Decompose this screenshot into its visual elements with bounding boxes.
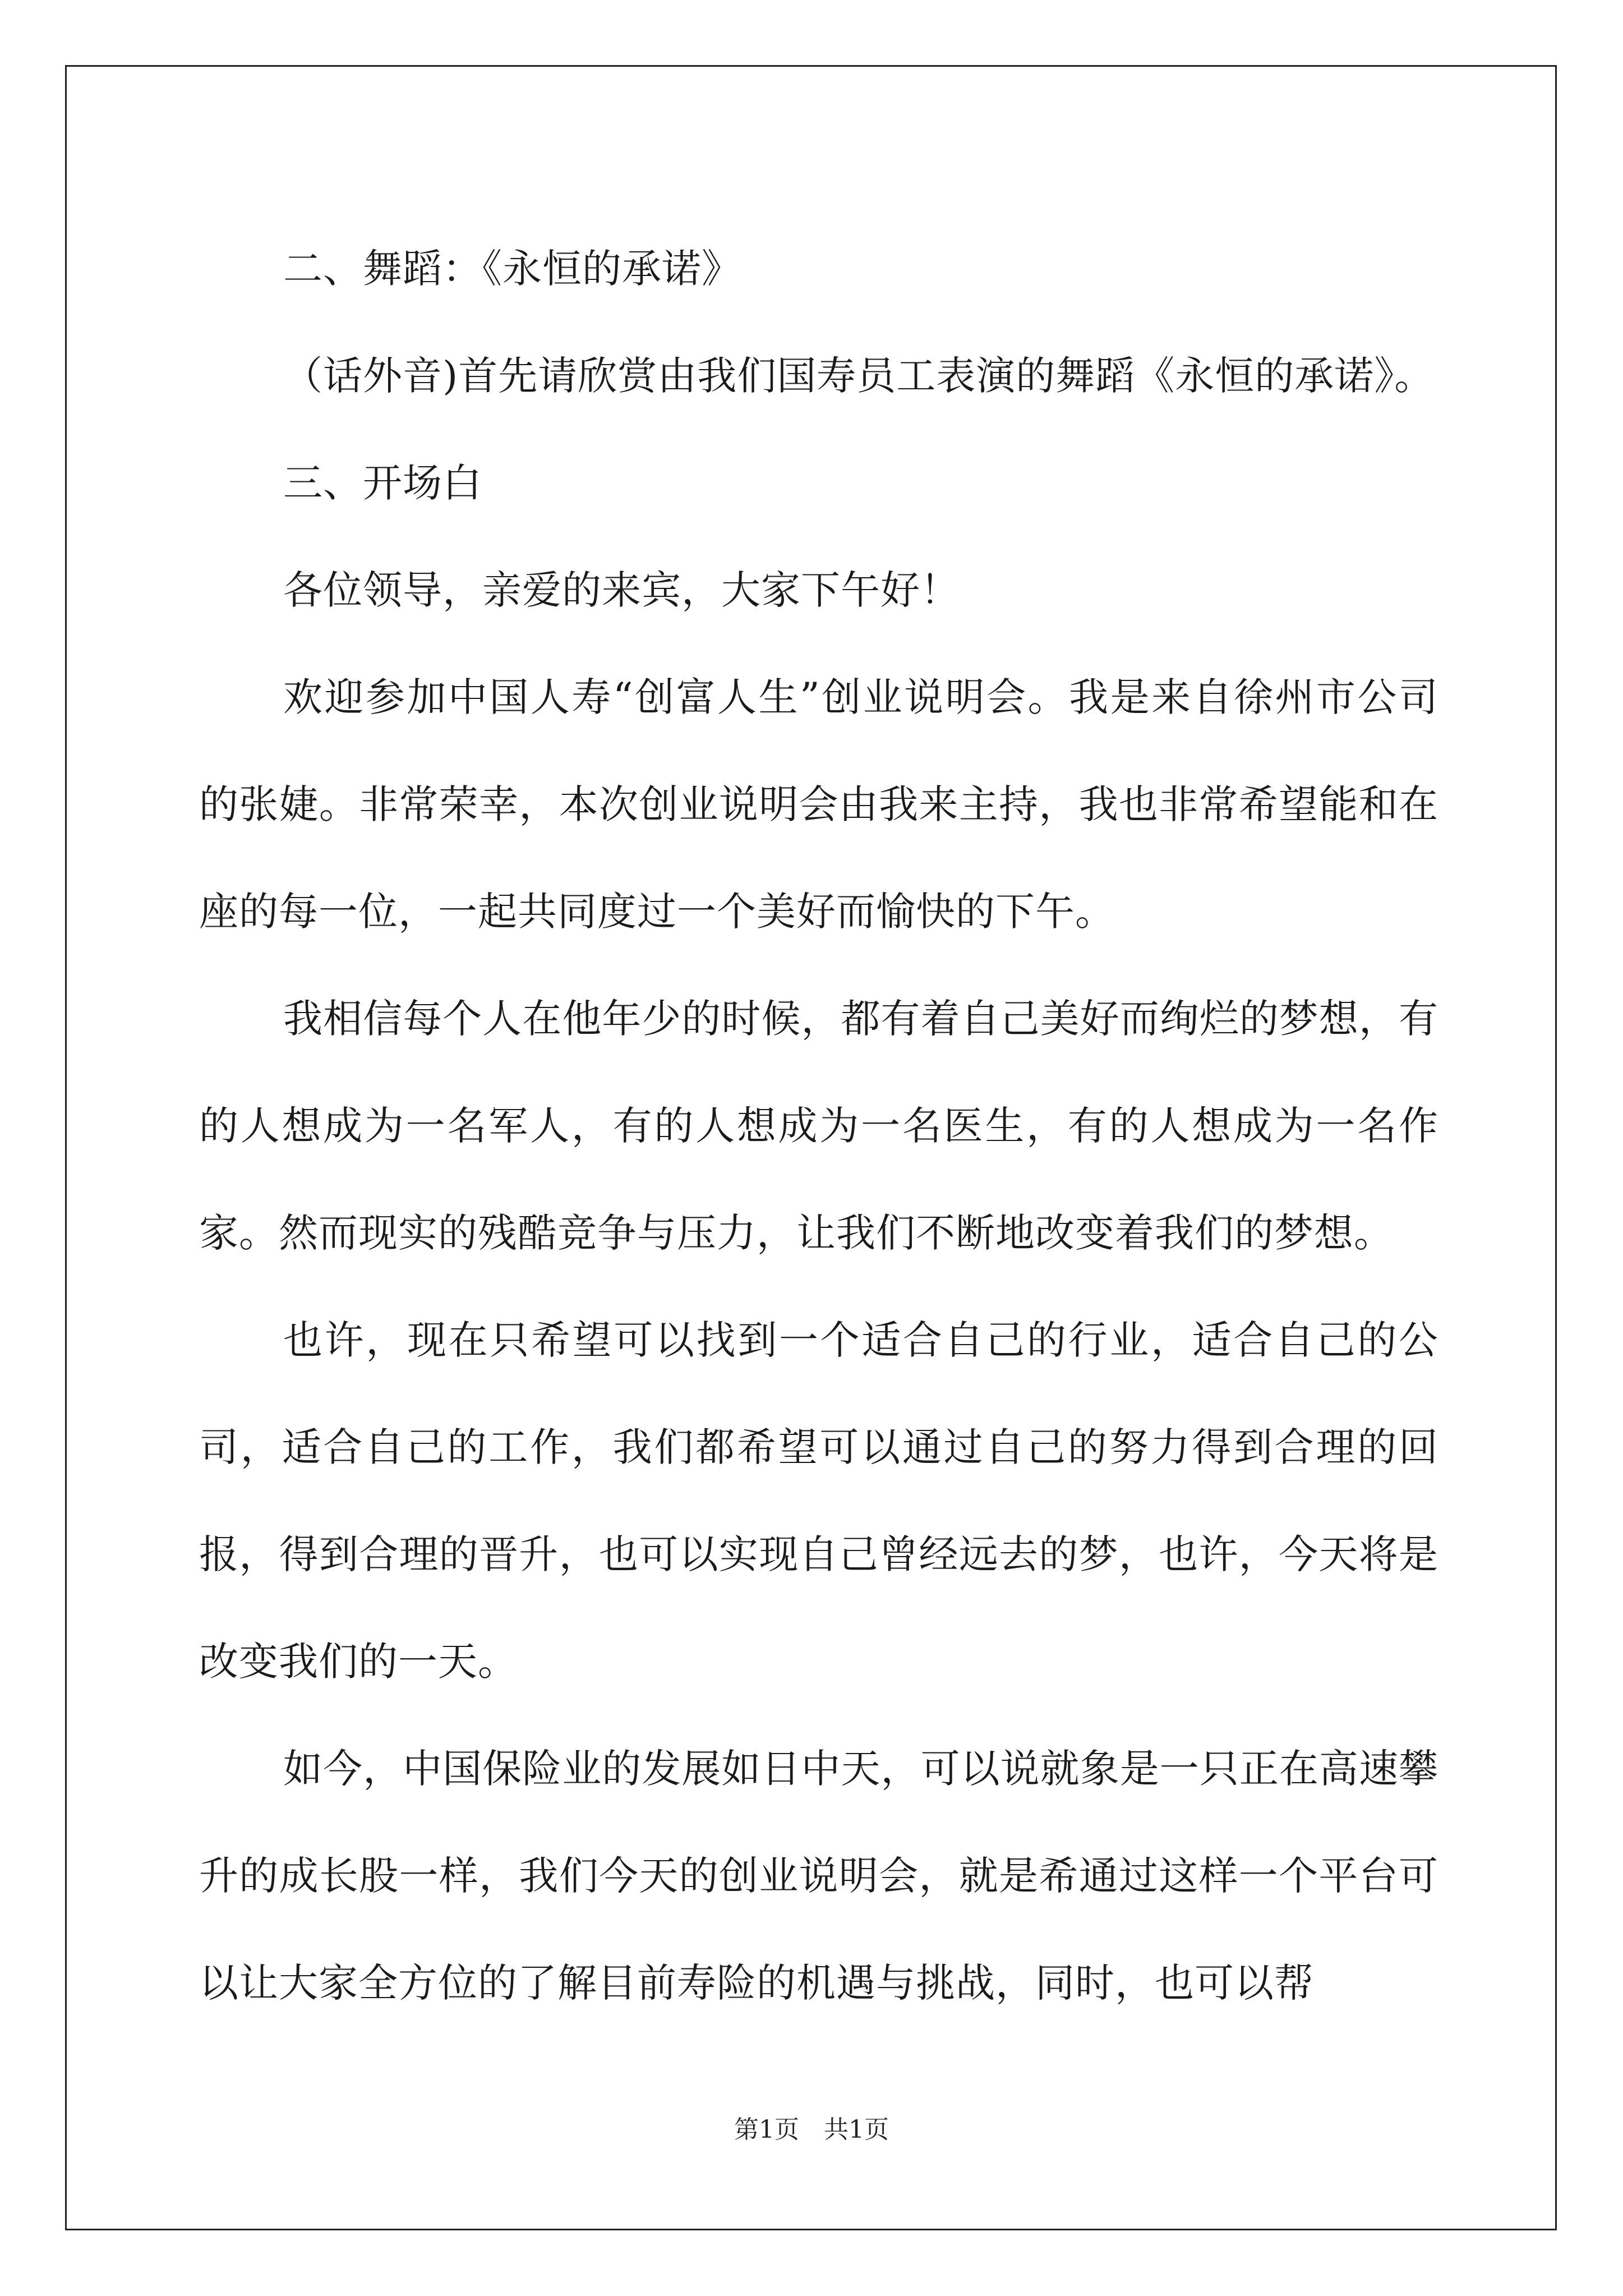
paragraph-welcome: 欢迎参加中国人寿“创富人生”创业说明会。我是来自徐州市公司的张婕。非常荣幸，本次创业说明会由我来主持，我也非常希望能和在座的每一位，一起共同度过一个美好而愉快的下午。 — [199, 674, 1438, 935]
paragraph-dreams: 我相信每个人在他年少的时候，都有着自己美好而绚烂的梦想，有的人想成为一名军人，有的人想成为一名医生，有的人想成为一名作家。然而现实的残酷竞争与压力，让我们不断地改变着我们的梦想。 — [199, 996, 1438, 1256]
paragraph-voiceover: （话外音)首先请欣赏由我们国寿员工表演的舞蹈《永恒的承诺》。 — [283, 353, 1435, 399]
page-number-footer: 第1页 共1页 — [734, 2115, 889, 2144]
paragraph-hopes: 也许，现在只希望可以找到一个适合自己的行业，适合自己的公司，适合自己的工作，我们都希望可以通过自己的努力得到合理的回报，得到合理的晋升，也可以实现自己曾经远去的梦，也许，今天将是改变我们的一天。 — [199, 1317, 1438, 1685]
section-heading-dance: 二、舞蹈：《永恒的承诺》 — [283, 246, 741, 292]
paragraph-industry: 如今，中国保险业的发展如日中天，可以说就象是一只正在高速攀升的成长股一样，我们今天的创业说明会，就是希通过这样一个平台可以让大家全方位的了解目前寿险的机遇与挑战，同时，也可以帮 — [199, 1746, 1438, 2006]
document-body — [199, 215, 1438, 2037]
paragraph-greeting: 各位领导，亲爱的来宾，大家下午好！ — [283, 567, 960, 613]
section-heading-opening: 三、开场白 — [283, 460, 482, 506]
